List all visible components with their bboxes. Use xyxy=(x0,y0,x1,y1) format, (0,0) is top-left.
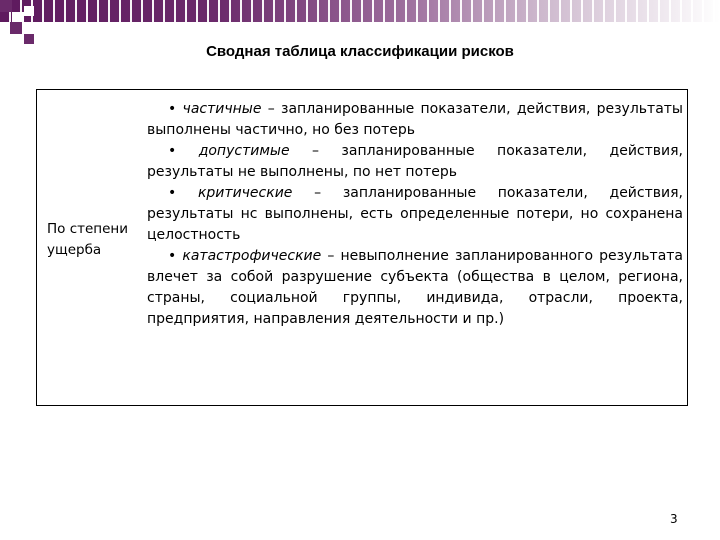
item-separator: – xyxy=(261,101,282,117)
header-band xyxy=(0,0,720,22)
item-text: запланированные показатели, действия, результаты выполнены частично, но без потерь xyxy=(147,101,683,138)
item-text: запланированные показатели, действия, результаты нс выполнены, есть определенные потери, но сохранена целостность xyxy=(147,185,683,243)
row-label: По степени ущерба xyxy=(47,221,129,258)
item-text: запланированные показатели, действия, результаты не выполнены, по нет потерь xyxy=(147,143,683,180)
bullet-icon: • xyxy=(168,248,183,264)
item-term: частичные xyxy=(182,101,262,117)
item-separator: – xyxy=(289,143,342,159)
list-item xyxy=(147,99,683,141)
decor-square xyxy=(10,22,22,34)
slide-title: Сводная таблица классификации рисков xyxy=(206,43,514,60)
list-item xyxy=(147,183,683,246)
item-term: критические xyxy=(197,185,293,201)
row-content xyxy=(147,99,683,330)
item-separator: – xyxy=(292,185,343,201)
decor-square xyxy=(24,6,34,16)
item-term: катастрофические xyxy=(182,248,322,264)
item-text: невыполнение запланированного результата влечет за собой разрушение субъекта (общества в целом, региона, страны, социальной группы, индивида, отрасли, проекта, предприятия, направления деятельности и пр.) xyxy=(147,248,684,327)
bullet-icon: • xyxy=(168,185,198,201)
item-term: допустимые xyxy=(198,143,290,159)
decor-square xyxy=(0,22,10,34)
bullet-icon: • xyxy=(168,101,183,117)
item-separator: – xyxy=(321,248,341,264)
bullet-icon: • xyxy=(168,143,199,159)
list-item xyxy=(147,141,683,183)
decor-square xyxy=(0,0,12,12)
list-item xyxy=(147,246,683,330)
page-number: 3 xyxy=(670,512,678,526)
risk-table xyxy=(36,89,688,406)
